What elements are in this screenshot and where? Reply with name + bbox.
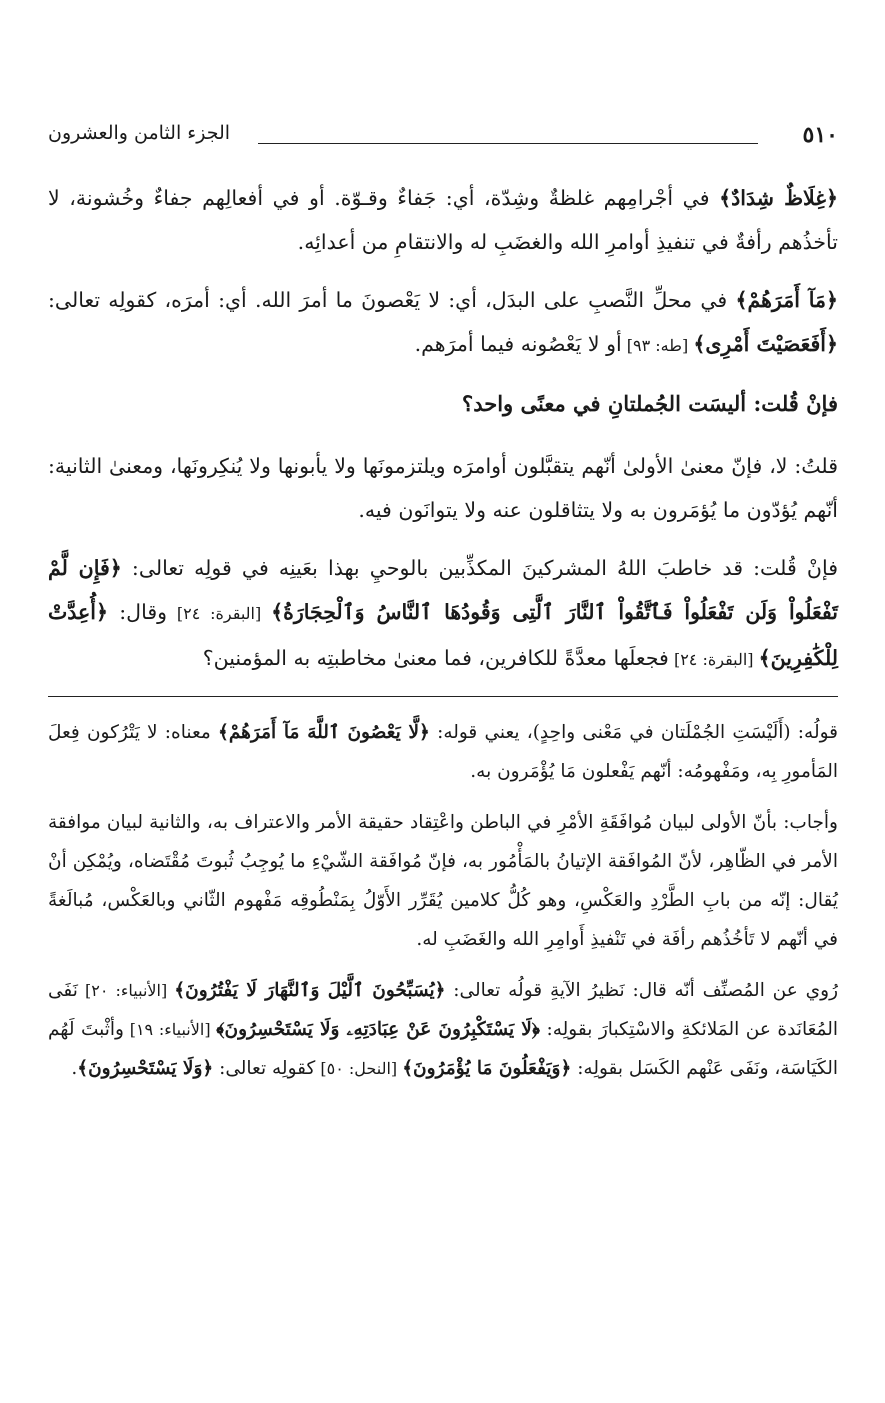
text-run: في أجْرامِهم غلظةٌ وشِدّة، أي: جَفاءٌ وقـوّة. أو في أفعالِهم جفاءٌ وخُشونة، لا تأخذُهم رأفةٌ في تنفيذِ أوامرِ الله والغضَبِ له والانتقامِ من أعدائِه.	[48, 186, 838, 254]
text-run: وأثْبتَ لَهُم الكَيَاسَة، ونَفَى عَنْهم الكَسَل بقولِه:	[48, 1019, 838, 1079]
verse-reference: [البقرة: ٢٤]	[167, 604, 272, 623]
quran-quote: ﴿مَآ أَمَرَهُمْ﴾	[735, 288, 838, 312]
verse-reference: [الأنبياء: ٢٠]	[77, 981, 175, 1000]
text-run: نَفَى المُعَانَدة عن المَلائكةِ والاسْتِكبارَ بقولِه:	[48, 980, 838, 1040]
text-run: وقال:	[108, 600, 168, 624]
quran-quote: ﴿فَإِن لَّمْ تَفْعَلُواْ وَلَن تَفْعَلُواْ فَٱتَّقُواْ ٱلنَّارَ ٱلَّتِى وَقُودُهَا ٱلنَّاسُ وَٱلْحِجَارَةُ﴾	[48, 556, 838, 624]
quran-quote: ﴿أَفَعَصَيْتَ أَمْرِى﴾	[693, 332, 838, 356]
question-heading: فإنْ قُلت: أليسَت الجُملتانِ في معنًى واحد؟	[462, 391, 838, 416]
quran-quote: ﴿لَا يَسْتَكْبِرُونَ عَنْ عِبَادَتِهِۦ وَلَا يَسْتَحْسِرُونَ﴾	[216, 1019, 540, 1040]
quran-quote: ﴿وَيَفْعَلُونَ مَا يُؤْمَرُونَ﴾	[402, 1058, 572, 1079]
text-run: فجعلَها معدَّةً للكافرين، فما معنىٰ مخاطبتِه به المؤمنين؟	[202, 646, 669, 670]
commentary-paragraph	[48, 713, 838, 791]
verse-reference: [طه: ٩٣]	[621, 336, 694, 355]
text-run: معناه: لا يَتْرُكون فِعلَ المَأمورِ بِه، ومَفْهومُه: أنّهم يَفْعلون مَا يُؤْمَرون به.	[48, 722, 838, 782]
running-title: الجزء الثامن والعشرون	[48, 122, 231, 144]
quran-quote: ﴿أُعِدَّتْ لِلْكَٰفِرِينَ﴾	[48, 600, 838, 670]
commentary-paragraph	[48, 971, 838, 1088]
header-rule	[258, 143, 758, 144]
commentary	[48, 713, 838, 1088]
quran-quote: ﴿غِلَاظٌ شِدَادٌ﴾	[719, 186, 838, 210]
text-run: رُوي عن المُصنِّف أنّه قال: نَظيرُ الآيةِ قولُه تعالى:	[445, 980, 838, 1001]
verse-reference: [النحل: ٥٠]	[315, 1059, 403, 1078]
quran-quote: ﴿وَلَا يَسْتَحْسِرُونَ﴾	[77, 1058, 214, 1079]
footnote-divider	[48, 696, 838, 697]
quran-quote: ﴿لَّا يَعْصُونَ ٱللَّهَ مَآ أَمَرَهُمْ﴾	[217, 722, 430, 743]
text-run: أو لا يَعْصُونه فيما أمرَهم.	[414, 332, 622, 356]
main-paragraph	[48, 176, 838, 264]
main-paragraph: قلتُ: لا، فإنّ معنىٰ الأولىٰ أنّهم يتقبَّلون أوامرَه ويلتزمونَها ولا يأبونها ولا يُنكِرونَها، ومعنىٰ الثانية: أنّهم يُؤدّون ما يُؤمَرون به ولا يتثاقلون عنه ولا يتوانَون فيه.	[48, 454, 838, 522]
text-run: .	[71, 1058, 78, 1079]
verse-reference: [الأنبياء: ١٩]	[123, 1020, 217, 1039]
quran-quote: ﴿يُسَبِّحُونَ ٱلَّيْلَ وَٱلنَّهَارَ لَا يَفْتُرُونَ﴾	[174, 980, 446, 1001]
verse-reference: [البقرة: ٢٤]	[668, 650, 759, 669]
commentary-paragraph: وأجاب: بأنّ الأولى لبيان مُوافَقَةِ الأمْرِ في الباطن واعْتِقاد حقيقة الأمر والاعتراف به، والثانية لبيان موافقة الأمر في الظّاهِر، لأنّ المُوافَقة الإتيانُ بالمَأْمُور به، فإنّ مُوافَقة الشّيْءِ ما يُوجِبُ ثُبوتَ مُقْتَضاه، ويُمْكِن أنْ يُقال: إنّه من بابِ الطَّرْدِ والعَكْسِ، وهو كُلُّ كلامين يُقَرِّر الأَوّلُ بِمَنْطُوقِه مَفْهوم الثّاني وبالعَكْس، مُبالَغةً في أنّهم لا تَأخُذُهم رأفَة في تَنْفيذِ أَوامِرِ الله والغَضَبِ له.	[48, 812, 838, 950]
page-number: ٥١٠	[802, 122, 838, 148]
text-run: كقولِه تعالى:	[213, 1058, 316, 1079]
text-run: قولُه: (أَلَيْسَتِ الجُمْلَتان في مَعْنى واحِدٍ)، يعني قوله:	[429, 722, 838, 743]
main-paragraph	[48, 546, 838, 682]
text-run: في محلِّ النَّصبِ على البدَل، أي: لا يَعْصونَ ما أمرَ الله. أي: أمرَه، كقولِه تعالى:	[48, 288, 736, 312]
page	[48, 118, 838, 1100]
main-text	[48, 176, 838, 682]
text-run: فإنْ قُلت: قد خاطبَ اللهُ المشركينَ المكذِّبين بالوحيِ بهذا بعَينِه في قولِه تعالى:	[121, 556, 838, 580]
main-paragraph	[48, 278, 838, 368]
page-header	[48, 118, 838, 162]
